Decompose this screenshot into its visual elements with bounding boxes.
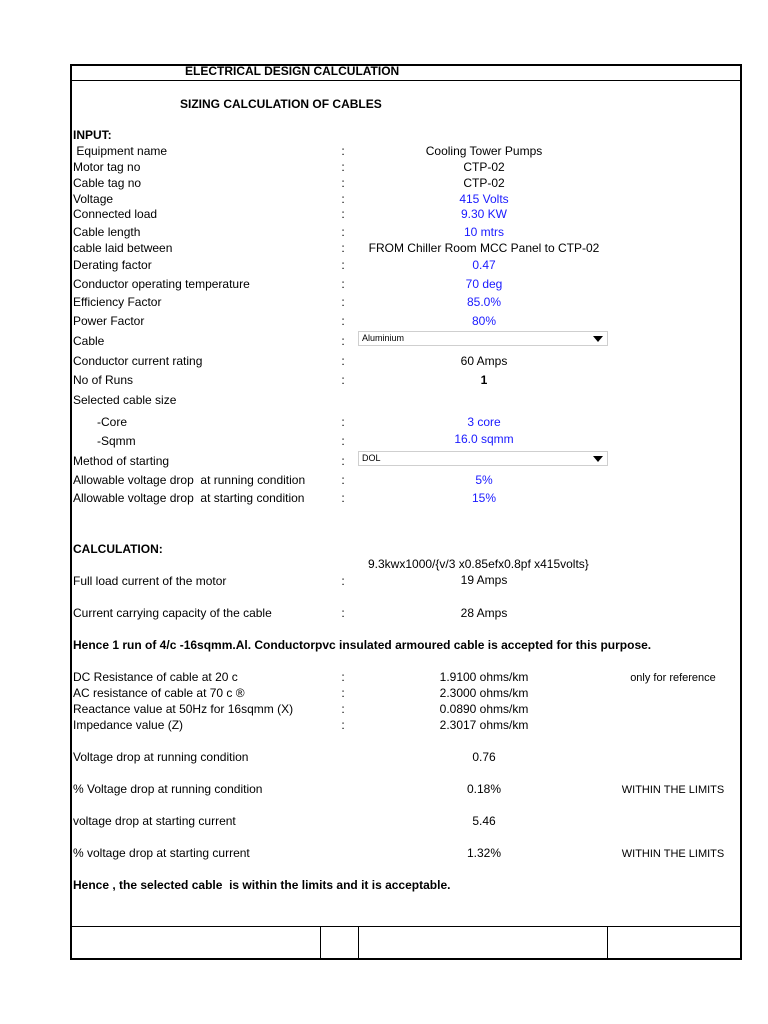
running-limit-status: WITHIN THE LIMITS <box>621 784 725 796</box>
input-heading: INPUT: <box>73 128 112 142</box>
efficiency-factor-colon: : <box>341 295 345 309</box>
cable-laid-label: cable laid between <box>73 241 173 255</box>
power-factor-label: Power Factor <box>73 314 145 328</box>
pct-vd-running-value: 0.18% <box>466 782 502 796</box>
impedance-value: 2.3017 ohms/km <box>439 718 529 732</box>
vd-running-allow-label: Allowable voltage drop at running condition <box>73 473 306 487</box>
cable-tag-value: CTP-02 <box>463 176 505 190</box>
ccc-value: 28 Amps <box>460 606 508 620</box>
power-factor-colon: : <box>341 314 345 328</box>
equipment-name-value: Cooling Tower Pumps <box>425 144 543 158</box>
ccc-colon: : <box>341 606 345 620</box>
starting-limit-status: WITHIN THE LIMITS <box>621 848 725 860</box>
conclusion-statement: Hence , the selected cable is within the limits and it is acceptable. <box>73 878 451 892</box>
flc-value: 19 Amps <box>460 573 508 587</box>
voltage-colon: : <box>341 192 345 206</box>
sqmm-label: -Sqmm <box>97 434 136 448</box>
sqmm-value: 16.0 sqmm <box>454 432 514 446</box>
derating-factor-label: Derating factor <box>73 258 152 272</box>
starting-method-selected: DOL <box>362 453 381 463</box>
flc-formula: 9.3kwx1000/{v/3 x0.85efx0.8pf x415volts} <box>368 557 589 571</box>
conductor-temp-colon: : <box>341 277 345 291</box>
cable-tag-label: Cable tag no <box>73 176 142 190</box>
no-of-runs-colon: : <box>341 373 345 387</box>
ccc-label: Current carrying capacity of the cable <box>73 606 272 620</box>
vd-starting-label: voltage drop at starting current <box>73 814 236 828</box>
no-of-runs-value: 1 <box>480 373 488 387</box>
connected-load-colon: : <box>341 207 345 221</box>
efficiency-factor-value: 85.0% <box>466 295 502 309</box>
voltage-label: Voltage <box>73 192 114 206</box>
voltage-value: 415 Volts <box>459 192 509 206</box>
no-of-runs-label: No of Runs <box>73 373 134 387</box>
power-factor-value: 80% <box>471 314 497 328</box>
title-divider <box>70 80 742 81</box>
ac-resistance-label: AC resistance of cable at 70 c ® <box>73 686 245 700</box>
document-title: ELECTRICAL DESIGN CALCULATION <box>185 64 400 78</box>
footer-divider <box>70 926 742 927</box>
calculation-heading: CALCULATION: <box>73 542 163 556</box>
cable-laid-colon: : <box>341 241 345 255</box>
vd-starting-allow-label: Allowable voltage drop at starting condition <box>73 491 305 505</box>
vd-running-label: Voltage drop at running condition <box>73 750 249 764</box>
motor-tag-value: CTP-02 <box>463 160 505 174</box>
cable-colon: : <box>341 334 345 348</box>
cable-laid-value: FROM Chiller Room MCC Panel to CTP-02 <box>368 241 600 255</box>
flc-colon: : <box>341 574 345 588</box>
conductor-temp-value: 70 deg <box>465 277 503 291</box>
acceptance-statement: Hence 1 run of 4/c -16sqmm.Al. Conductorpvc insulated armoured cable is accepted for this purpose. <box>73 638 652 652</box>
vd-running-allow-value: 5% <box>475 473 493 487</box>
motor-tag-colon: : <box>341 160 345 174</box>
footer-cell-divider <box>320 926 321 959</box>
derating-factor-colon: : <box>341 258 345 272</box>
dropdown-arrow-icon <box>593 336 603 342</box>
ac-resistance-colon: : <box>341 686 345 700</box>
section-subtitle: SIZING CALCULATION OF CABLES <box>180 97 382 111</box>
footer-cell-divider <box>358 926 359 959</box>
core-colon: : <box>341 415 345 429</box>
core-value: 3 core <box>467 415 501 429</box>
reactance-colon: : <box>341 702 345 716</box>
derating-factor-value: 0.47 <box>472 258 496 272</box>
dropdown-arrow-icon <box>593 456 603 462</box>
pct-vd-starting-value: 1.32% <box>466 846 502 860</box>
current-rating-colon: : <box>341 354 345 368</box>
impedance-colon: : <box>341 718 345 732</box>
vd-running-allow-colon: : <box>341 473 345 487</box>
current-rating-label: Conductor current rating <box>73 354 203 368</box>
vd-running-value: 0.76 <box>472 750 496 764</box>
footer-cell-divider <box>607 926 608 959</box>
core-label: -Core <box>97 415 128 429</box>
selected-cable-size-label: Selected cable size <box>73 393 177 407</box>
cable-label: Cable <box>73 334 105 348</box>
motor-tag-label: Motor tag no <box>73 160 141 174</box>
pct-vd-running-label: % Voltage drop at running condition <box>73 782 263 796</box>
current-rating-value: 60 Amps <box>460 354 508 368</box>
reactance-label: Reactance value at 50Hz for 16sqmm (X) <box>73 702 294 716</box>
starting-method-label: Method of starting <box>73 454 170 468</box>
vd-starting-allow-value: 15% <box>471 491 497 505</box>
equipment-name-label: Equipment name <box>73 144 168 158</box>
dc-resistance-colon: : <box>341 670 345 684</box>
connected-load-label: Connected load <box>73 207 158 221</box>
connected-load-value: 9.30 KW <box>460 207 508 221</box>
efficiency-factor-label: Efficiency Factor <box>73 295 162 309</box>
starting-method-select[interactable] <box>358 451 608 466</box>
ac-resistance-value: 2.3000 ohms/km <box>439 686 529 700</box>
cable-tag-colon: : <box>341 176 345 190</box>
reference-note: only for reference <box>630 672 716 684</box>
flc-label: Full load current of the motor <box>73 574 227 588</box>
sqmm-colon: : <box>341 434 345 448</box>
impedance-label: Impedance value (Z) <box>73 718 184 732</box>
starting-method-colon: : <box>341 454 345 468</box>
cable-material-select[interactable] <box>358 331 608 346</box>
dc-resistance-label: DC Resistance of cable at 20 c <box>73 670 238 684</box>
pct-vd-starting-label: % voltage drop at starting current <box>73 846 250 860</box>
cable-length-value: 10 mtrs <box>463 225 504 239</box>
conductor-temp-label: Conductor operating temperature <box>73 277 250 291</box>
vd-starting-allow-colon: : <box>341 491 345 505</box>
reactance-value: 0.0890 ohms/km <box>439 702 529 716</box>
vd-starting-value: 5.46 <box>472 814 496 828</box>
equipment-name-colon: : <box>341 144 345 158</box>
cable-material-selected: Aluminium <box>362 333 405 343</box>
dc-resistance-value: 1.9100 ohms/km <box>439 670 529 684</box>
cable-length-label: Cable length <box>73 225 141 239</box>
cable-length-colon: : <box>341 225 345 239</box>
